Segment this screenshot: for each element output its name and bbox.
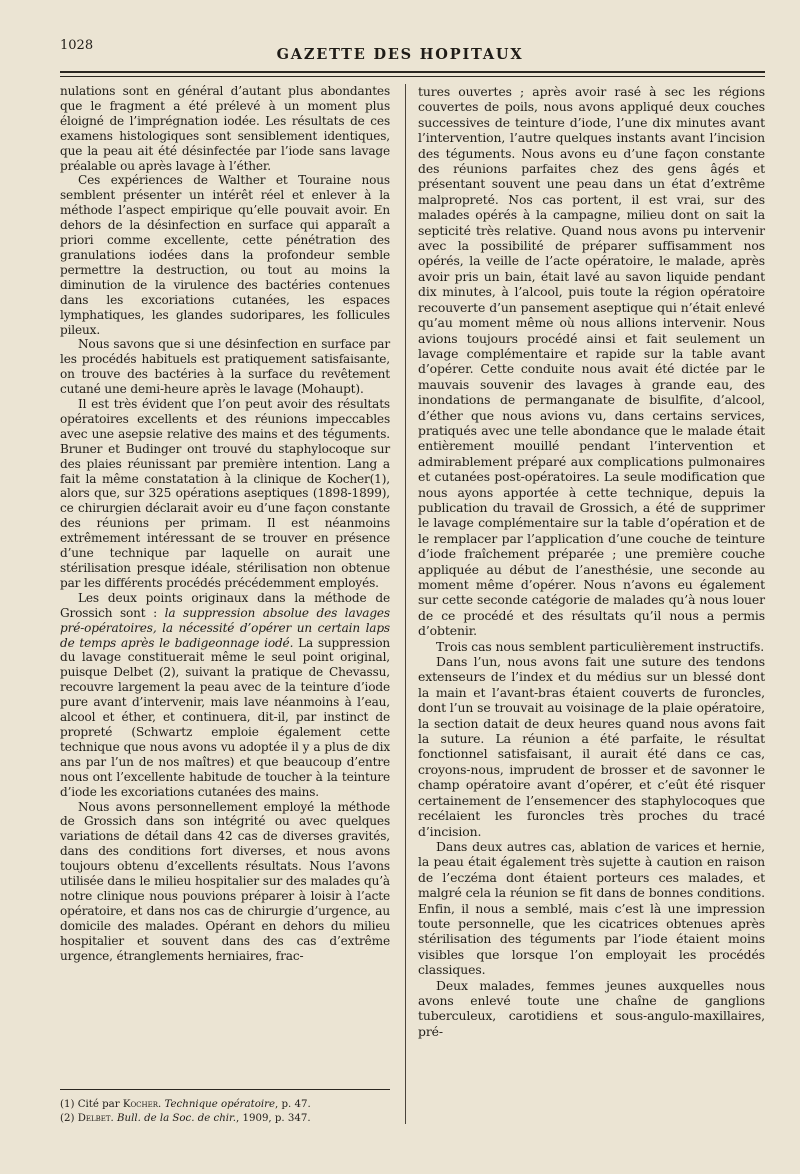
header-rule-thick [60, 71, 765, 73]
footnote-title: Bull. de la Soc. de chir. [117, 1112, 237, 1124]
footnote: (1) Cité par Kocher. Technique opératoire, p. 47. [60, 1099, 311, 1110]
text-run: La suppression du lavage constituerait même le seul point original, puisque Delbet [60, 635, 390, 680]
text-run: Les deux points originaux dans la méthode de Grossich sont : [60, 590, 390, 620]
paragraph: Dans l’un, nous avons fait une suture des tendons extenseurs de l’index et du médius sur un blessé dont la main et l’avant-bras étaient couverts de furoncles, dont l’un se trouvait au voisinage de la plaie opératoire, la section datait de deux heures quand nous avons fait la suture. La réunion a été parfaite, le résultat fonctionnel satisfaisant, il aurait été dans ce cas, croyons-nous, imprudent de brosser et de savonner le champ opératoire avant d’opérer, et c’eût été risquer certainement de l’ensemencer des staphylocoques que recélaient les furoncles très proches du tracé d’incision. [418, 654, 765, 839]
footnote-rule [60, 1089, 390, 1090]
footnote-ref: (1) [369, 471, 387, 486]
footnotes [60, 1098, 390, 1125]
paragraph: Deux malades, femmes jeunes auxquelles nous avons enlevé toute une chaîne de ganglions tuberculeux, carotidiens et sous-angulo-maxillaires, pré- [418, 977, 765, 1039]
text-run: , suivant la pratique de Chevassu, recouvre largement la peau avec de la teinture d’iode pure avant d’intervenir, mais lave néanmoins à l’eau, alcool et éther, et continuera, dit-il, par instinct de propreté (Schwartz emploie également cette technique que nous avons vu adoptée il y a plus de dix ans par l’un de nos maîtres) et que beaucoup d’entre nous ont l’excellente habitude de toucher à la teinture d’iode les excoriations cutanées des mains. [60, 665, 390, 799]
paragraph: Nous avons personnellement employé la méthode de Grossich dans son intégrité ou avec quelques variations de détail dans 42 cas de diverses gravités, dans des conditions fort diverses, et nous avons toujours obtenu d’excellents résultats. Nous l’avons utilisée dans le milieu hospitalier sur des malades qu’à notre clinique nous pouvions préparer à loisir à l’acte opératoire, et dans nos cas de chirurgie d’urgence, au domicile des malades. Opérant en dehors du milieu hospitalier et souvent dans des cas d’extrême urgence, étranglements herniaires, frac- [60, 799, 390, 963]
paragraph: Dans deux autres cas, ablation de varices et hernie, la peau était également très sujette à caution en raison de l’eczéma dont étaient porteurs ces malades, et malgré cela la réunion se fit dans de bonnes conditions. Enfin, il nous a semblé, mais c’est là une impression toute personnelle, que les cicatrices obtenues après stérilisation des téguments par l’iode étaient moins visibles que lorsque l’on employait les procédés classiques. [418, 838, 765, 978]
footnote: (2) Delbet. Bull. de la Soc. de chir., 1909, p. 347. [60, 1112, 311, 1124]
journal-title: GAZETTE DES HOPITAUX [276, 46, 524, 63]
column-divider [405, 84, 406, 1124]
paragraph: Nous savons que si une désinfection en surface par les procédés habituels est pratiquement satisfaisante, on trouve des bactéries à la surface du revêtement cutané une demi-heure après le lavage (Mohaupt). [60, 337, 390, 397]
paragraph [60, 397, 390, 591]
paragraph: tures ouvertes ; après avoir rasé à sec les régions couvertes de poils, nous avons appliqué deux couches successives de teinture d’iode, l’une dix minutes avant l’intervention, l’autre quelques instants avant l’incision des téguments. Nous avons eu d’une façon constante des réunions parfaites chez des gens âgés et présentant souvent une peau dans un état d’extrême malpropreté. Nos cas portent, il est vrai, sur des malades opérés à la campagne, milieu dont on sait la septicité très relative. Quand nous avons pu intervenir avec la possibilité de préparer suffisamment nos opérés, la veille de l’acte opératoire, le malade, après avoir pris un bain, était lavé au savon liquide pendant dix minutes, à l’alcool, puis toute la région opératoire recouverte d’un pansement aseptique qui n’était enlevé qu’au moment même où nous allions intervenir. Nous avions toujours procédé ainsi et fait seulement un lavage complémentaire et rapide sur la table avant d’opérer. Cette conduite nous avait été dictée par le mauvais souvenir des lavages à grande eau, des inondations de permanganate de bisulfite, d’alcool, d’éther que nous avions vu, dans certains services, pratiqués avec une telle abondance que le malade était entièrement mouillé pendant l’intervention et admirablement préparé aux complications pulmonaires et cutanées post-opératoires. La seule modification que nous ayons apportée à cette technique, depuis la publication du travail de Grossich, a été de supprimer le lavage complémentaire sur la table d’opération et de le remplacer par l’application d’une couche de teinture d’iode fraîchement préparée ; une première couche appliquée au début de l’anesthésie, une seconde au moment même d’opérer. Nous n’avons eu également sur cette seconde catégorie de malades qu’à nous louer de ce procédé et des résultats qu’il nous a permis d’obtenir. [418, 84, 765, 639]
text-run: Cité par [77, 1099, 120, 1110]
text-run: , alors que, sur 325 opérations aseptiques (1898-1899), ce chirurgien déclarait avoir eu d’une façon constante des réunions per primam. Il est néanmoins extrêmement intéressant de se trouver en présence d’une technique par laquelle on aurait une stérilisation presque idéale, stérilisation non obtenue par les différents procédés précédemment employés. [60, 471, 390, 590]
footnote-number: (1) [60, 1099, 75, 1110]
text-run: Il est très évident que l’on peut avoir des résultats opératoires excellents et des réunions impeccables avec une asepsie relative des mains et des téguments. Bruner et Budinger ont trouvé du staphylocoque sur des plaies réunissant par première intention. Lang a fait la même constatation à la clinique de Kocher [60, 397, 390, 486]
footnote-page: , 1909, p. 347. [236, 1112, 311, 1124]
footnote-title: Technique opératoire [164, 1099, 275, 1110]
footnote-number: (2) [60, 1112, 75, 1124]
footnote-author: Kocher [122, 1099, 159, 1110]
paragraph: Trois cas nous semblent particulièrement instructifs. [436, 638, 765, 654]
footnote-ref: (2) [158, 665, 176, 680]
paragraph [60, 591, 390, 800]
paragraph: nulations sont en général d’autant plus abondantes que le fragment a été prélevé à un moment plus éloigné de l’imprégnation iodée. Les résultats de ces examens histologiques sont sensiblement identiques, que la peau ait été désinfectée par l’iode sans lavage préalable ou après lavage à l’éther. [60, 84, 390, 173]
paragraph: Ces expériences de Walther et Touraine nous semblent présenter un intérêt réel et enlever à la méthode l’aspect empirique qu’elle pouvait avoir. En dehors de la désinfection en surface qui apparaît a priori comme excellente, cette pénétration des granulations iodées dans la profondeur semble permettre la destruction, ou tout au moins la diminution de la virulence des bactéries contenues dans les excoriations cutanées, les espaces lymphatiques, les glandes sudoripares, les follicules pileux. [60, 173, 390, 337]
left-column [60, 84, 390, 963]
page-number: 1028 [60, 38, 94, 53]
footnote-author: Delbet [77, 1112, 111, 1124]
right-column [418, 84, 765, 1039]
italic-text: la suppression absolue des lavages pré-opératoires, la nécessité d’opérer un certain laps de temps après le badigeonnage iodé. [60, 605, 390, 650]
footnote-page: , p. 47. [275, 1099, 311, 1110]
header-rule-thin [60, 76, 765, 77]
